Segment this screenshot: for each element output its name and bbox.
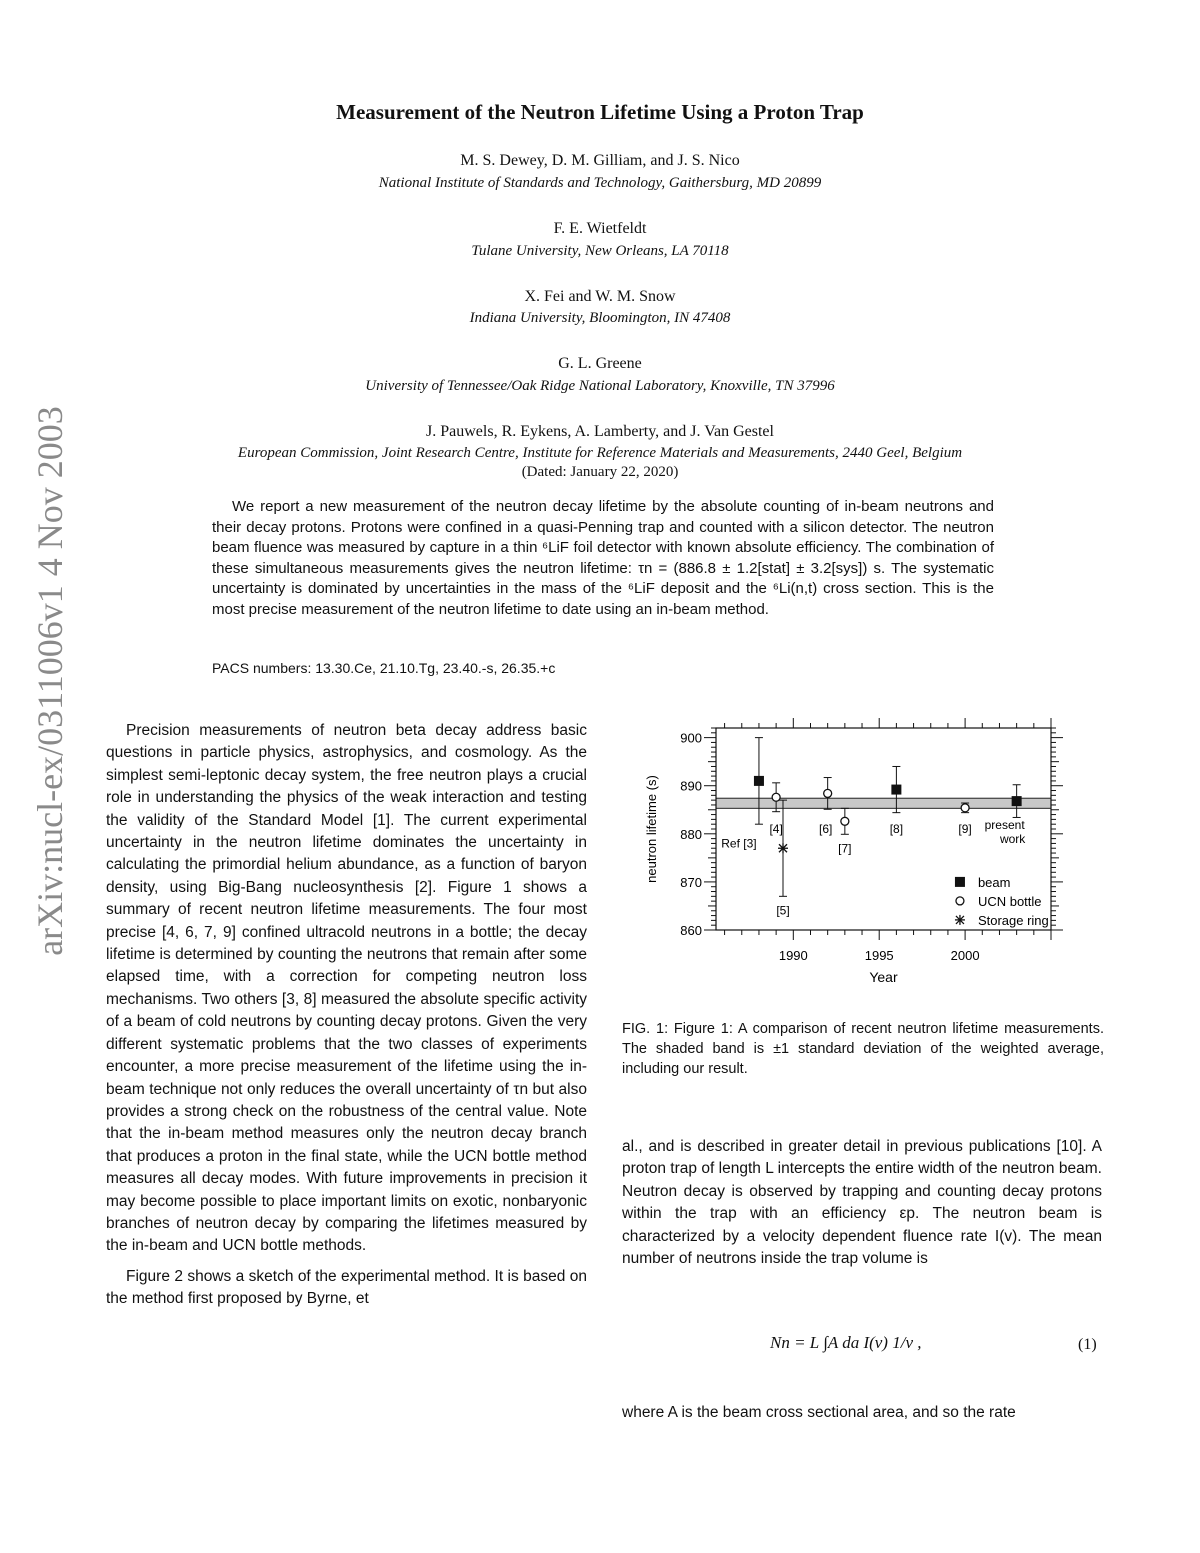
left-column [106,720,587,1311]
affiliation-5: European Commission, Joint Research Centre, Institute for Reference Materials and Measurements, 2440 Geel, Belgium [237,445,963,461]
author-line-1: M. S. Dewey, D. M. Gilliam, and J. S. Nico [460,152,740,169]
point-label: [8] [889,822,904,836]
x-axis-title: Year [869,969,898,985]
right-paragraph-1: al., and is described in greater detail in previous publications [10]. A proton trap of length L intercepts the entire width of the neutron beam. Neutron decay is observed by trapping and counting decay protons within the trap with an efficiency εp. The neutron beam is characterized by a velocity dependent fluence rate I(v). The mean number of neutrons inside the trap volume is [622,1138,1102,1268]
x-tick-label: 1990 [778,948,808,963]
x-tick-label: 2000 [950,948,980,963]
data-point [961,804,969,812]
point-label: work [999,832,1026,847]
author-line-4: G. L. Greene [558,355,642,372]
legend-label: Storage ring [977,912,1049,928]
x-tick-label: 1995 [864,948,894,963]
dated-line: (Dated: January 22, 2020) [521,464,679,480]
y-tick-label: 900 [680,730,702,746]
author-line-2: F. E. Wietfeldt [553,220,647,237]
legend-label: UCN bottle [977,893,1042,909]
equation-number: (1) [1078,1336,1097,1353]
point-label: present [984,818,1025,833]
legend-marker [956,897,964,905]
author-line-5: J. Pauwels, R. Eykens, A. Lamberty, and J. Van Gestel [426,423,774,440]
affiliation-3: Indiana University, Bloomington, IN 47408 [469,310,731,326]
intro-paragraph: Precision measurements of neutron beta decay address basic questions in particle physics, astrophysics, and cosmology. As the simplest semi-leptonic decay system, the free neutron plays a crucial role in understanding the physics of the weak interaction and testing the validity of the Standard Model [1]. The current experimental uncertainty in the neutron lifetime dominates the uncertainty in calculating the primordial helium abundance, as a function of baryon density, using Big-Bang nucleosynthesis [2]. Figure 1 shows a summary of recent neutron lifetime measurements. The four most precise [4, 6, 7, 9] confined ultracold neutrons in a bottle; the decay lifetime is determined by counting the neutrons that remain after some elapsed time, with a correction for competing neutron loss mechanisms. Two others [3, 8] measured the absolute specific activity of a beam of cold neutrons by counting decay protons. Given the very different systematic problems that the two classes of experiments encounter, a more precise measurement of the lifetime using the in-beam technique not only reduces the overall uncertainty of τn but also provides a strong check on the robustness of the central value. Note that the in-beam method measures only the neutron decay branch that produces a proton in the final state, while the UCN bottle method measures all decay modes. With future improvements in precision it may become possible to place important limits on exotic, nonbaryonic branches of neutron decay by comparing the lifetimes measured by the in-beam and UCN bottle methods. [106,722,587,1255]
method-paragraph: Figure 2 shows a sketch of the experimental method. It is based on the method first proposed by Byrne, et [106,1267,587,1308]
affiliation-4: University of Tennessee/Oak Ridge National Laboratory, Knoxville, TN 37996 [365,378,835,394]
y-axis-title: neutron lifetime (s) [644,775,659,883]
data-point [772,793,780,801]
equation-1: Nn = L ∫A da I(v) 1/v , [770,1333,922,1352]
y-tick-label: 870 [680,874,702,890]
right-column-continued [622,1402,1102,1424]
data-point [891,785,901,795]
legend-label: beam [977,874,1011,890]
arxiv-sidebar-id: arXiv:nucl-ex/0311006v1 4 Nov 2003 [30,406,70,956]
pacs-numbers: PACS numbers: 13.30.Ce, 21.10.Tg, 23.40.-s, 26.35.+c [212,660,556,676]
legend-marker [955,877,965,887]
point-label: Ref [3] [721,836,757,851]
affiliation-1: National Institute of Standards and Technology, Gaithersburg, MD 20899 [378,175,822,191]
point-label: [9] [958,822,972,836]
figure-caption: FIG. 1: Figure 1: A comparison of recent neutron lifetime measurements. The shaded band is ±1 standard deviation of the weighted average, including our result. [622,1021,1104,1077]
data-point [754,776,764,786]
data-point [824,789,832,797]
point-label: [6] [818,822,833,836]
paper-title: Measurement of the Neutron Lifetime Using a Proton Trap [336,100,864,124]
right-paragraph-2: where A is the beam cross sectional area, and so the rate [622,1404,1016,1421]
lifetime-chart [620,710,1110,1010]
point-label: [5] [776,903,790,918]
average-band [716,798,1051,808]
y-tick-label: 860 [680,923,702,938]
data-point [1012,796,1022,806]
point-label: [4] [769,822,783,836]
y-tick-label: 880 [680,826,702,842]
point-label: [7] [838,841,852,856]
data-point [841,817,849,825]
author-line-3: X. Fei and W. M. Snow [524,288,676,305]
abstract: We report a new measurement of the neutron decay lifetime by the absolute counting of in-beam neutrons and their decay protons. Protons were confined in a quasi-Penning trap and counted with a silicon detector. The neutron beam fluence was measured by capture in a thin ⁶LiF foil detector with known absolute efficiency. The combination of these simultaneous measurements gives the neutron lifetime: τn = (886.8 ± 1.2[stat] ± 3.2[sys]) s. The systematic uncertainty is dominated by uncertainties in the mass of the ⁶LiF deposit and the ⁶Li(n,t) cross section. This is the most precise measurement of the neutron lifetime to date using an in-beam method. [212,498,994,618]
y-tick-label: 890 [680,778,702,794]
affiliation-2: Tulane University, New Orleans, LA 70118 [471,243,729,259]
right-column [622,1136,1102,1270]
